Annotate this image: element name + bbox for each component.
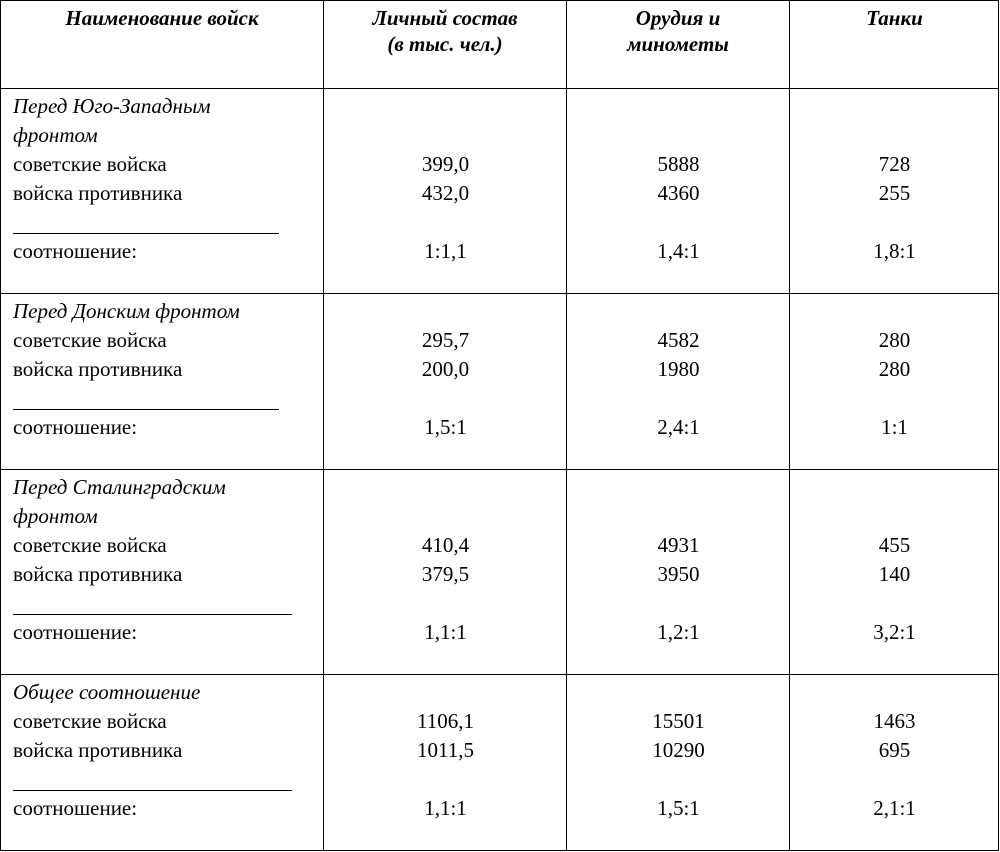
cell-guns: 15501 xyxy=(652,709,705,733)
ratio-label: соотношение: xyxy=(13,620,138,644)
ratio-label: соотношение: xyxy=(13,796,138,820)
cell-personnel: 200,0 xyxy=(421,357,470,381)
cell-personnel: 1,1:1 xyxy=(424,796,467,820)
section-title: Перед Донским фронтом xyxy=(13,299,240,323)
cell-tanks: 1,8:1 xyxy=(873,239,916,263)
cell-tanks: 2,1:1 xyxy=(873,796,916,820)
cell-tanks: 1463 xyxy=(873,709,916,733)
row-label: войска противника xyxy=(13,738,183,762)
row-label: войска противника xyxy=(13,181,183,205)
header-guns: Орудия и минометы xyxy=(627,6,729,56)
cell-tanks: 695 xyxy=(878,738,911,762)
row-label: советские войска xyxy=(13,328,167,352)
cell-personnel: 432,0 xyxy=(421,181,470,205)
header-name: Наименование войск xyxy=(65,6,259,30)
section-title: Перед Юго-Западным xyxy=(13,94,211,118)
row-divider xyxy=(1,674,998,675)
cell-tanks: 280 xyxy=(878,328,911,352)
cell-guns: 1,2:1 xyxy=(657,620,700,644)
cell-tanks: 455 xyxy=(878,533,911,557)
cell-personnel: 379,5 xyxy=(421,562,470,586)
row-label: советские войска xyxy=(13,152,167,176)
cell-guns: 1,4:1 xyxy=(657,239,700,263)
row-divider xyxy=(1,293,998,294)
cell-guns: 1,5:1 xyxy=(657,796,700,820)
section-title: Общее соотношение xyxy=(13,680,201,704)
cell-personnel: 1106,1 xyxy=(417,709,474,733)
cell-personnel: 1,1:1 xyxy=(424,620,467,644)
cell-personnel: 295,7 xyxy=(421,328,470,352)
cell-tanks: 280 xyxy=(878,357,911,381)
row-label: войска противника xyxy=(13,562,183,586)
cell-guns: 5888 xyxy=(657,152,700,176)
underline-rule xyxy=(13,233,279,234)
section-title: Перед Сталинградским xyxy=(13,475,226,499)
cell-tanks: 140 xyxy=(878,562,911,586)
cell-personnel: 399,0 xyxy=(421,152,470,176)
cell-personnel: 410,4 xyxy=(421,533,470,557)
cell-guns: 10290 xyxy=(652,738,705,762)
ratio-label: соотношение: xyxy=(13,239,138,263)
header-tanks: Танки xyxy=(866,6,923,30)
cell-guns: 1980 xyxy=(657,357,700,381)
cell-tanks: 728 xyxy=(878,152,911,176)
row-label: советские войска xyxy=(13,533,167,557)
cell-personnel: 1011,5 xyxy=(417,738,474,762)
underline-rule xyxy=(13,409,279,410)
cell-personnel: 1:1,1 xyxy=(424,239,467,263)
cell-guns: 2,4:1 xyxy=(657,415,700,439)
row-divider xyxy=(1,469,998,470)
cell-guns: 3950 xyxy=(657,562,700,586)
cell-guns: 4931 xyxy=(657,533,700,557)
cell-guns: 4582 xyxy=(657,328,700,352)
underline-rule xyxy=(13,790,292,791)
row-label: войска противника xyxy=(13,357,183,381)
cell-tanks: 255 xyxy=(878,181,911,205)
cell-tanks: 1:1 xyxy=(881,415,908,439)
ratio-label: соотношение: xyxy=(13,415,138,439)
cell-tanks: 3,2:1 xyxy=(873,620,916,644)
section-title: фронтом xyxy=(13,504,98,528)
row-label: советские войска xyxy=(13,709,167,733)
cell-guns: 4360 xyxy=(657,181,700,205)
underline-rule xyxy=(13,614,292,615)
section-title: фронтом xyxy=(13,123,98,147)
row-divider xyxy=(1,88,998,89)
header-personnel: Личный состав (в тыс. чел.) xyxy=(372,6,518,56)
cell-personnel: 1,5:1 xyxy=(424,415,467,439)
